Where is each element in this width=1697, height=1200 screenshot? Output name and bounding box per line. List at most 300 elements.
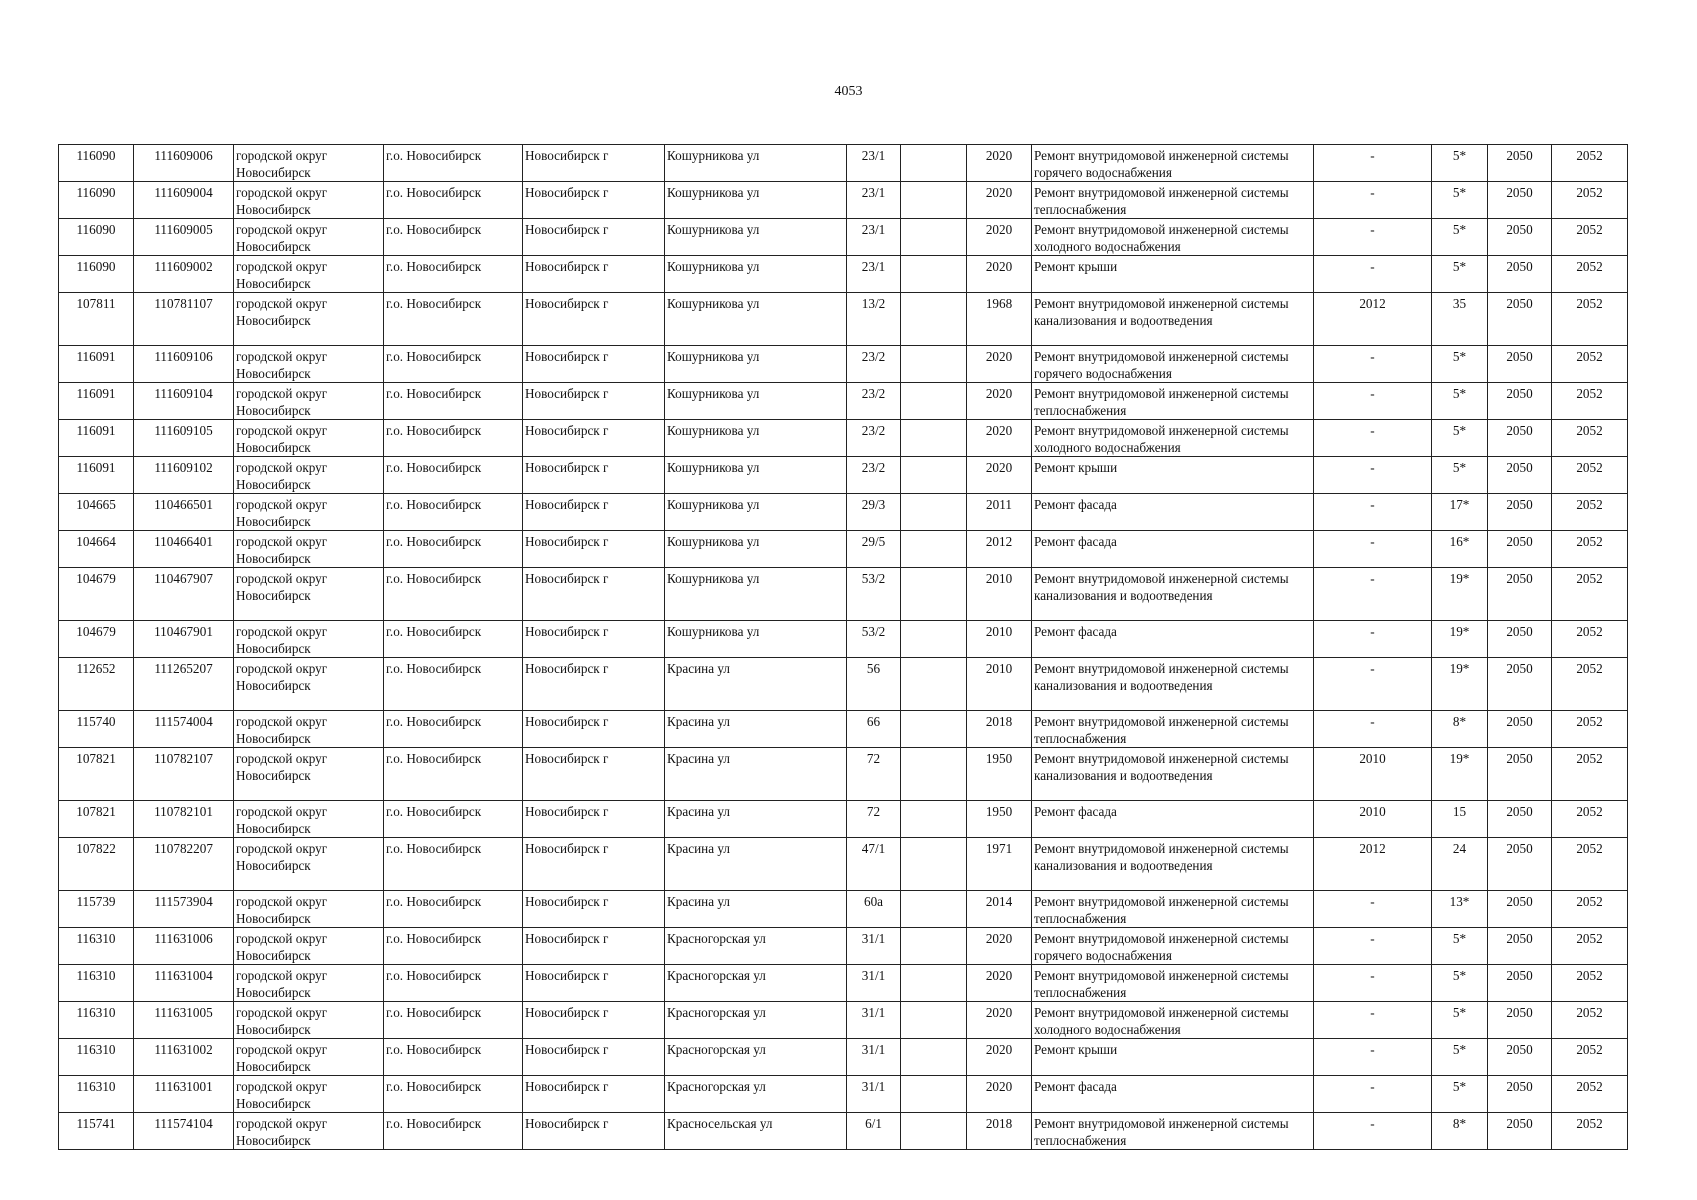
plan-year-end-cell: 2052 — [1552, 219, 1628, 256]
page-number: 4053 — [834, 84, 863, 99]
house-id-cell: 116310 — [59, 1002, 134, 1039]
service-life-cell: 5* — [1432, 219, 1488, 256]
plan-year-end-cell: 2052 — [1552, 928, 1628, 965]
house-number-cell: 23/1 — [847, 182, 901, 219]
plan-year-end-cell: 2052 — [1552, 182, 1628, 219]
municipality-cell: городской округ Новосибирск — [234, 346, 384, 383]
house-number-cell: 31/1 — [847, 1002, 901, 1039]
house-number-cell: 56 — [847, 658, 901, 711]
plan-year-end-cell: 2052 — [1552, 383, 1628, 420]
last-repair-year-cell: 2010 — [1314, 748, 1432, 801]
plan-year-start-cell: 2050 — [1488, 568, 1552, 621]
house-id-cell: 104679 — [59, 568, 134, 621]
plan-year-start-cell: 2050 — [1488, 383, 1552, 420]
last-repair-year-cell: - — [1314, 1039, 1432, 1076]
plan-year-start-cell: 2050 — [1488, 711, 1552, 748]
plan-year-end-cell: 2052 — [1552, 1113, 1628, 1150]
last-repair-year-cell: - — [1314, 568, 1432, 621]
commission-year-cell: 2010 — [967, 621, 1032, 658]
commission-year-cell: 2012 — [967, 531, 1032, 568]
city-cell: Новосибирск г — [523, 891, 665, 928]
service-life-cell: 19* — [1432, 658, 1488, 711]
district-cell: г.о. Новосибирск — [384, 1076, 523, 1113]
work-type-cell: Ремонт внутридомовой инженерной системы теплоснабжения — [1032, 1113, 1314, 1150]
service-life-cell: 5* — [1432, 457, 1488, 494]
house-number-cell: 23/2 — [847, 457, 901, 494]
service-life-cell: 5* — [1432, 965, 1488, 1002]
street-cell: Красногорская ул — [665, 928, 847, 965]
work-id-cell: 110782101 — [134, 801, 234, 838]
district-cell: г.о. Новосибирск — [384, 1113, 523, 1150]
building-cell — [901, 531, 967, 568]
plan-year-start-cell: 2050 — [1488, 1113, 1552, 1150]
house-id-cell: 104679 — [59, 621, 134, 658]
work-id-cell: 111631006 — [134, 928, 234, 965]
street-cell: Красина ул — [665, 658, 847, 711]
work-id-cell: 111609106 — [134, 346, 234, 383]
street-cell: Красина ул — [665, 891, 847, 928]
city-cell: Новосибирск г — [523, 568, 665, 621]
district-cell: г.о. Новосибирск — [384, 711, 523, 748]
house-id-cell: 112652 — [59, 658, 134, 711]
house-id-cell: 116090 — [59, 256, 134, 293]
service-life-cell: 5* — [1432, 1039, 1488, 1076]
service-life-cell: 5* — [1432, 346, 1488, 383]
commission-year-cell: 2010 — [967, 568, 1032, 621]
city-cell: Новосибирск г — [523, 383, 665, 420]
city-cell: Новосибирск г — [523, 1113, 665, 1150]
plan-year-start-cell: 2050 — [1488, 256, 1552, 293]
plan-year-start-cell: 2050 — [1488, 748, 1552, 801]
work-id-cell: 110467901 — [134, 621, 234, 658]
city-cell: Новосибирск г — [523, 182, 665, 219]
plan-year-end-cell: 2052 — [1552, 801, 1628, 838]
district-cell: г.о. Новосибирск — [384, 568, 523, 621]
municipality-cell: городской округ Новосибирск — [234, 1076, 384, 1113]
house-id-cell: 116310 — [59, 928, 134, 965]
plan-year-start-cell: 2050 — [1488, 494, 1552, 531]
house-number-cell: 29/5 — [847, 531, 901, 568]
city-cell: Новосибирск г — [523, 621, 665, 658]
work-type-cell: Ремонт внутридомовой инженерной системы канализования и водоотведения — [1032, 748, 1314, 801]
city-cell: Новосибирск г — [523, 346, 665, 383]
house-number-cell: 31/1 — [847, 1039, 901, 1076]
building-cell — [901, 420, 967, 457]
district-cell: г.о. Новосибирск — [384, 494, 523, 531]
plan-year-end-cell: 2052 — [1552, 1002, 1628, 1039]
building-cell — [901, 891, 967, 928]
last-repair-year-cell: - — [1314, 621, 1432, 658]
street-cell: Красногорская ул — [665, 965, 847, 1002]
street-cell: Красногорская ул — [665, 1002, 847, 1039]
house-number-cell: 23/2 — [847, 420, 901, 457]
last-repair-year-cell: - — [1314, 711, 1432, 748]
city-cell: Новосибирск г — [523, 838, 665, 891]
plan-year-end-cell: 2052 — [1552, 531, 1628, 568]
plan-year-end-cell: 2052 — [1552, 1076, 1628, 1113]
work-type-cell: Ремонт внутридомовой инженерной системы теплоснабжения — [1032, 383, 1314, 420]
municipality-cell: городской округ Новосибирск — [234, 1039, 384, 1076]
work-id-cell: 111609102 — [134, 457, 234, 494]
house-number-cell: 53/2 — [847, 621, 901, 658]
work-id-cell: 110466401 — [134, 531, 234, 568]
service-life-cell: 5* — [1432, 182, 1488, 219]
plan-year-start-cell: 2050 — [1488, 531, 1552, 568]
service-life-cell: 5* — [1432, 1002, 1488, 1039]
municipality-cell: городской округ Новосибирск — [234, 182, 384, 219]
table-row — [59, 1002, 1628, 1039]
table-row — [59, 420, 1628, 457]
service-life-cell: 16* — [1432, 531, 1488, 568]
service-life-cell: 5* — [1432, 256, 1488, 293]
municipality-cell: городской округ Новосибирск — [234, 457, 384, 494]
last-repair-year-cell: - — [1314, 928, 1432, 965]
building-cell — [901, 293, 967, 346]
building-cell — [901, 494, 967, 531]
work-id-cell: 111631005 — [134, 1002, 234, 1039]
plan-year-start-cell: 2050 — [1488, 1076, 1552, 1113]
commission-year-cell: 2018 — [967, 711, 1032, 748]
house-number-cell: 29/3 — [847, 494, 901, 531]
plan-year-end-cell: 2052 — [1552, 838, 1628, 891]
commission-year-cell: 1950 — [967, 748, 1032, 801]
commission-year-cell: 2020 — [967, 219, 1032, 256]
work-id-cell: 111631004 — [134, 965, 234, 1002]
service-life-cell: 19* — [1432, 568, 1488, 621]
work-type-cell: Ремонт крыши — [1032, 256, 1314, 293]
plan-year-end-cell: 2052 — [1552, 145, 1628, 182]
service-life-cell: 19* — [1432, 621, 1488, 658]
city-cell: Новосибирск г — [523, 219, 665, 256]
street-cell: Кошурникова ул — [665, 568, 847, 621]
plan-year-end-cell: 2052 — [1552, 1039, 1628, 1076]
street-cell: Красногорская ул — [665, 1039, 847, 1076]
district-cell: г.о. Новосибирск — [384, 182, 523, 219]
city-cell: Новосибирск г — [523, 711, 665, 748]
house-number-cell: 31/1 — [847, 928, 901, 965]
table-row — [59, 457, 1628, 494]
building-cell — [901, 801, 967, 838]
building-cell — [901, 621, 967, 658]
commission-year-cell: 2020 — [967, 965, 1032, 1002]
work-type-cell: Ремонт внутридомовой инженерной системы канализования и водоотведения — [1032, 568, 1314, 621]
plan-year-end-cell: 2052 — [1552, 658, 1628, 711]
house-number-cell: 23/1 — [847, 145, 901, 182]
work-id-cell: 111573904 — [134, 891, 234, 928]
city-cell: Новосибирск г — [523, 293, 665, 346]
commission-year-cell: 2020 — [967, 1076, 1032, 1113]
work-id-cell: 110782207 — [134, 838, 234, 891]
city-cell: Новосибирск г — [523, 256, 665, 293]
house-number-cell: 6/1 — [847, 1113, 901, 1150]
commission-year-cell: 2014 — [967, 891, 1032, 928]
house-id-cell: 116091 — [59, 346, 134, 383]
building-cell — [901, 748, 967, 801]
street-cell: Красногорская ул — [665, 1076, 847, 1113]
building-cell — [901, 965, 967, 1002]
plan-year-end-cell: 2052 — [1552, 965, 1628, 1002]
plan-year-start-cell: 2050 — [1488, 457, 1552, 494]
street-cell: Красина ул — [665, 838, 847, 891]
municipality-cell: городской округ Новосибирск — [234, 145, 384, 182]
work-type-cell: Ремонт внутридомовой инженерной системы теплоснабжения — [1032, 965, 1314, 1002]
district-cell: г.о. Новосибирск — [384, 1039, 523, 1076]
plan-year-end-cell: 2052 — [1552, 494, 1628, 531]
repair-schedule-table — [58, 144, 1628, 1150]
table-row — [59, 494, 1628, 531]
city-cell: Новосибирск г — [523, 965, 665, 1002]
work-id-cell: 111574004 — [134, 711, 234, 748]
work-id-cell: 111609006 — [134, 145, 234, 182]
plan-year-start-cell: 2050 — [1488, 838, 1552, 891]
house-id-cell: 116091 — [59, 457, 134, 494]
house-id-cell: 116090 — [59, 182, 134, 219]
building-cell — [901, 457, 967, 494]
table-row — [59, 145, 1628, 182]
last-repair-year-cell: - — [1314, 420, 1432, 457]
building-cell — [901, 568, 967, 621]
street-cell: Кошурникова ул — [665, 457, 847, 494]
building-cell — [901, 1113, 967, 1150]
work-type-cell: Ремонт внутридомовой инженерной системы теплоснабжения — [1032, 891, 1314, 928]
commission-year-cell: 1971 — [967, 838, 1032, 891]
city-cell: Новосибирск г — [523, 457, 665, 494]
service-life-cell: 24 — [1432, 838, 1488, 891]
municipality-cell: городской округ Новосибирск — [234, 748, 384, 801]
municipality-cell: городской округ Новосибирск — [234, 801, 384, 838]
city-cell: Новосибирск г — [523, 531, 665, 568]
city-cell: Новосибирск г — [523, 145, 665, 182]
service-life-cell: 8* — [1432, 1113, 1488, 1150]
house-number-cell: 60а — [847, 891, 901, 928]
table-row — [59, 711, 1628, 748]
house-number-cell: 13/2 — [847, 293, 901, 346]
work-id-cell: 111609105 — [134, 420, 234, 457]
last-repair-year-cell: - — [1314, 256, 1432, 293]
commission-year-cell: 2020 — [967, 1039, 1032, 1076]
city-cell: Новосибирск г — [523, 1002, 665, 1039]
plan-year-start-cell: 2050 — [1488, 801, 1552, 838]
table-row — [59, 293, 1628, 346]
plan-year-end-cell: 2052 — [1552, 346, 1628, 383]
table-row — [59, 1113, 1628, 1150]
service-life-cell: 5* — [1432, 145, 1488, 182]
street-cell: Красина ул — [665, 748, 847, 801]
district-cell: г.о. Новосибирск — [384, 346, 523, 383]
work-type-cell: Ремонт фасада — [1032, 1076, 1314, 1113]
last-repair-year-cell: - — [1314, 145, 1432, 182]
work-type-cell: Ремонт внутридомовой инженерной системы холодного водоснабжения — [1032, 420, 1314, 457]
table-row — [59, 346, 1628, 383]
last-repair-year-cell: - — [1314, 531, 1432, 568]
municipality-cell: городской округ Новосибирск — [234, 219, 384, 256]
house-id-cell: 115739 — [59, 891, 134, 928]
commission-year-cell: 1950 — [967, 801, 1032, 838]
house-id-cell: 115740 — [59, 711, 134, 748]
house-id-cell: 116091 — [59, 420, 134, 457]
district-cell: г.о. Новосибирск — [384, 293, 523, 346]
city-cell: Новосибирск г — [523, 928, 665, 965]
plan-year-start-cell: 2050 — [1488, 621, 1552, 658]
work-id-cell: 111609005 — [134, 219, 234, 256]
commission-year-cell: 2020 — [967, 457, 1032, 494]
last-repair-year-cell: - — [1314, 346, 1432, 383]
commission-year-cell: 1968 — [967, 293, 1032, 346]
work-type-cell: Ремонт крыши — [1032, 457, 1314, 494]
service-life-cell: 35 — [1432, 293, 1488, 346]
last-repair-year-cell: 2012 — [1314, 293, 1432, 346]
street-cell: Кошурникова ул — [665, 219, 847, 256]
city-cell: Новосибирск г — [523, 658, 665, 711]
table-body — [59, 145, 1628, 1150]
work-type-cell: Ремонт внутридомовой инженерной системы холодного водоснабжения — [1032, 1002, 1314, 1039]
work-type-cell: Ремонт фасада — [1032, 531, 1314, 568]
plan-year-start-cell: 2050 — [1488, 928, 1552, 965]
street-cell: Кошурникова ул — [665, 182, 847, 219]
table-row — [59, 531, 1628, 568]
table-row — [59, 748, 1628, 801]
municipality-cell: городской округ Новосибирск — [234, 965, 384, 1002]
last-repair-year-cell: - — [1314, 1076, 1432, 1113]
house-id-cell: 107821 — [59, 801, 134, 838]
house-number-cell: 72 — [847, 748, 901, 801]
municipality-cell: городской округ Новосибирск — [234, 383, 384, 420]
house-id-cell: 116091 — [59, 383, 134, 420]
house-id-cell: 107811 — [59, 293, 134, 346]
district-cell: г.о. Новосибирск — [384, 658, 523, 711]
work-id-cell: 111265207 — [134, 658, 234, 711]
plan-year-end-cell: 2052 — [1552, 568, 1628, 621]
street-cell: Кошурникова ул — [665, 293, 847, 346]
work-type-cell: Ремонт фасада — [1032, 494, 1314, 531]
table-row — [59, 801, 1628, 838]
table-row — [59, 658, 1628, 711]
street-cell: Красина ул — [665, 711, 847, 748]
municipality-cell: городской округ Новосибирск — [234, 531, 384, 568]
building-cell — [901, 182, 967, 219]
last-repair-year-cell: - — [1314, 658, 1432, 711]
house-id-cell: 116310 — [59, 1076, 134, 1113]
house-number-cell: 23/1 — [847, 219, 901, 256]
building-cell — [901, 711, 967, 748]
last-repair-year-cell: - — [1314, 1002, 1432, 1039]
house-number-cell: 23/2 — [847, 383, 901, 420]
city-cell: Новосибирск г — [523, 494, 665, 531]
service-life-cell: 5* — [1432, 383, 1488, 420]
street-cell: Кошурникова ул — [665, 256, 847, 293]
commission-year-cell: 2020 — [967, 256, 1032, 293]
work-type-cell: Ремонт внутридомовой инженерной системы канализования и водоотведения — [1032, 658, 1314, 711]
last-repair-year-cell: 2010 — [1314, 801, 1432, 838]
last-repair-year-cell: - — [1314, 182, 1432, 219]
plan-year-end-cell: 2052 — [1552, 621, 1628, 658]
municipality-cell: городской округ Новосибирск — [234, 420, 384, 457]
table-row — [59, 621, 1628, 658]
street-cell: Красина ул — [665, 801, 847, 838]
work-type-cell: Ремонт внутридомовой инженерной системы горячего водоснабжения — [1032, 346, 1314, 383]
work-type-cell: Ремонт внутридомовой инженерной системы канализования и водоотведения — [1032, 293, 1314, 346]
house-id-cell: 107822 — [59, 838, 134, 891]
municipality-cell: городской округ Новосибирск — [234, 658, 384, 711]
municipality-cell: городской округ Новосибирск — [234, 568, 384, 621]
district-cell: г.о. Новосибирск — [384, 219, 523, 256]
table-row — [59, 1039, 1628, 1076]
district-cell: г.о. Новосибирск — [384, 801, 523, 838]
house-number-cell: 53/2 — [847, 568, 901, 621]
work-id-cell: 110467907 — [134, 568, 234, 621]
plan-year-start-cell: 2050 — [1488, 182, 1552, 219]
work-id-cell: 111609002 — [134, 256, 234, 293]
building-cell — [901, 1039, 967, 1076]
table-row — [59, 838, 1628, 891]
city-cell: Новосибирск г — [523, 748, 665, 801]
house-id-cell: 116090 — [59, 219, 134, 256]
work-type-cell: Ремонт внутридомовой инженерной системы канализования и водоотведения — [1032, 838, 1314, 891]
plan-year-start-cell: 2050 — [1488, 1002, 1552, 1039]
table-row — [59, 182, 1628, 219]
service-life-cell: 5* — [1432, 1076, 1488, 1113]
work-id-cell: 111574104 — [134, 1113, 234, 1150]
plan-year-start-cell: 2050 — [1488, 293, 1552, 346]
building-cell — [901, 928, 967, 965]
house-id-cell: 104664 — [59, 531, 134, 568]
plan-year-start-cell: 2050 — [1488, 145, 1552, 182]
commission-year-cell: 2020 — [967, 145, 1032, 182]
plan-year-start-cell: 2050 — [1488, 420, 1552, 457]
house-number-cell: 23/2 — [847, 346, 901, 383]
municipality-cell: городской округ Новосибирск — [234, 1113, 384, 1150]
plan-year-end-cell: 2052 — [1552, 748, 1628, 801]
commission-year-cell: 2011 — [967, 494, 1032, 531]
house-number-cell: 47/1 — [847, 838, 901, 891]
building-cell — [901, 1002, 967, 1039]
work-type-cell: Ремонт внутридомовой инженерной системы горячего водоснабжения — [1032, 145, 1314, 182]
plan-year-start-cell: 2050 — [1488, 658, 1552, 711]
last-repair-year-cell: - — [1314, 965, 1432, 1002]
house-id-cell: 116090 — [59, 145, 134, 182]
service-life-cell: 15 — [1432, 801, 1488, 838]
plan-year-end-cell: 2052 — [1552, 256, 1628, 293]
municipality-cell: городской округ Новосибирск — [234, 928, 384, 965]
commission-year-cell: 2020 — [967, 383, 1032, 420]
last-repair-year-cell: - — [1314, 383, 1432, 420]
table-row — [59, 1076, 1628, 1113]
plan-year-start-cell: 2050 — [1488, 219, 1552, 256]
work-id-cell: 111609004 — [134, 182, 234, 219]
house-number-cell: 31/1 — [847, 965, 901, 1002]
work-id-cell: 111631001 — [134, 1076, 234, 1113]
service-life-cell: 13* — [1432, 891, 1488, 928]
commission-year-cell: 2020 — [967, 928, 1032, 965]
building-cell — [901, 219, 967, 256]
street-cell: Кошурникова ул — [665, 383, 847, 420]
municipality-cell: городской округ Новосибирск — [234, 838, 384, 891]
district-cell: г.о. Новосибирск — [384, 531, 523, 568]
last-repair-year-cell: - — [1314, 1113, 1432, 1150]
table-row — [59, 568, 1628, 621]
district-cell: г.о. Новосибирск — [384, 928, 523, 965]
plan-year-end-cell: 2052 — [1552, 293, 1628, 346]
street-cell: Кошурникова ул — [665, 494, 847, 531]
house-id-cell: 116310 — [59, 1039, 134, 1076]
table-row — [59, 256, 1628, 293]
work-id-cell: 110782107 — [134, 748, 234, 801]
work-type-cell: Ремонт фасада — [1032, 621, 1314, 658]
work-type-cell: Ремонт внутридомовой инженерной системы теплоснабжения — [1032, 182, 1314, 219]
commission-year-cell: 2020 — [967, 1002, 1032, 1039]
street-cell: Кошурникова ул — [665, 346, 847, 383]
service-life-cell: 17* — [1432, 494, 1488, 531]
